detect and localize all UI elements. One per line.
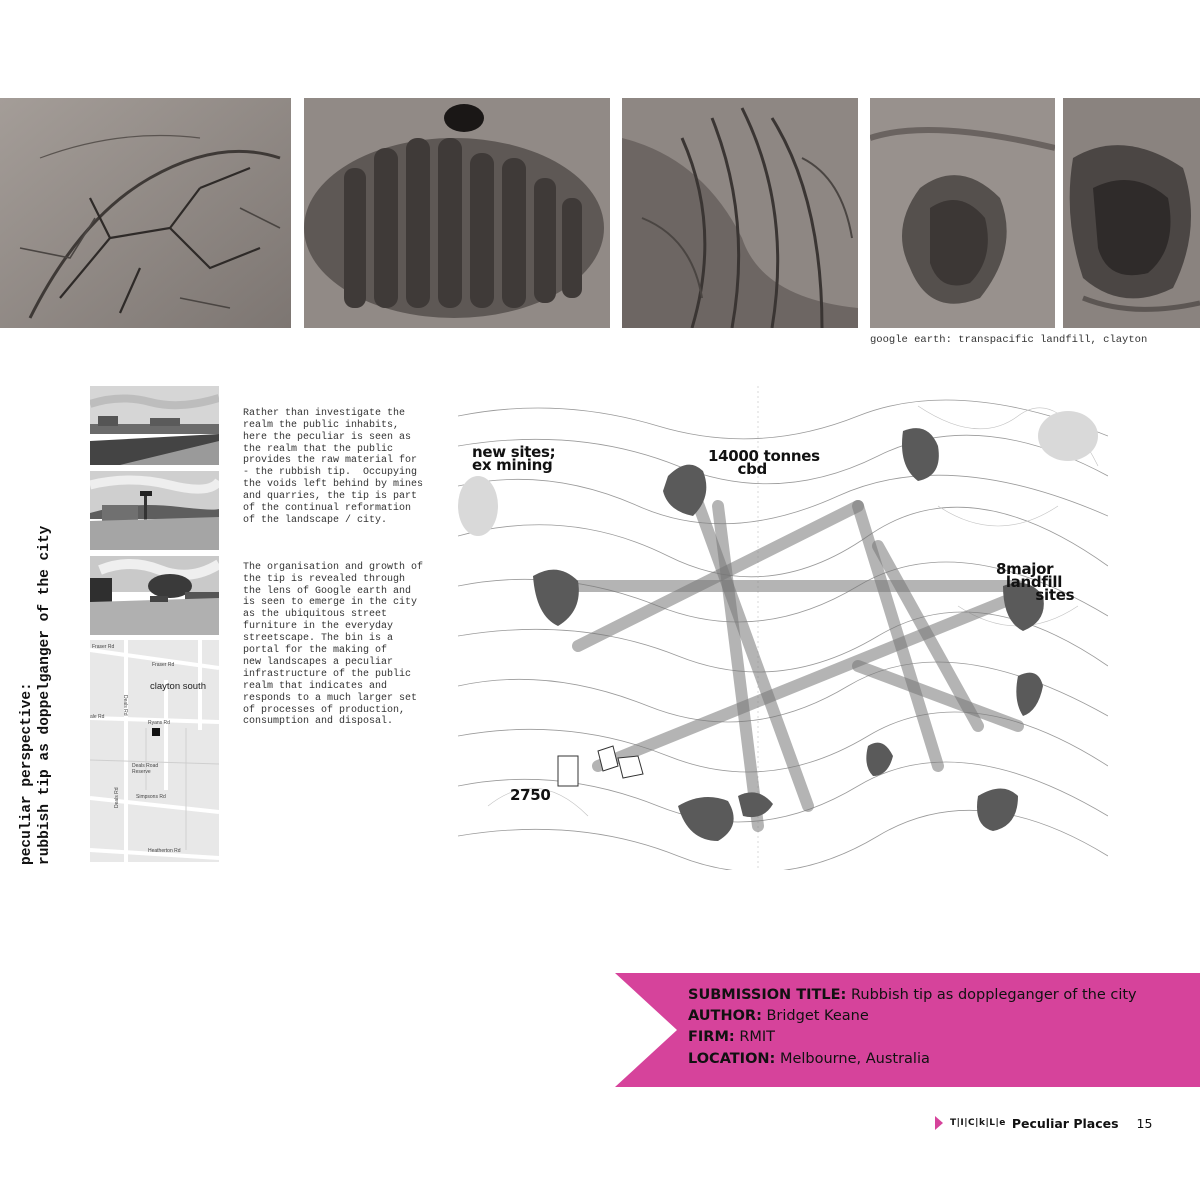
body-paragraph: Rather than investigate the realm the public inhabits, here the peculiar is seen as the realm that the public provides the raw material for - the rubbish tip. Occupying the voids left behind by mines and quarries, the tip is part of the continual reformation of the landscape / city. bbox=[243, 407, 424, 526]
street-label: Deals Rd bbox=[122, 695, 128, 716]
vertical-title bbox=[18, 445, 54, 865]
street-photo-3 bbox=[90, 556, 219, 635]
street-label: Deals Rd bbox=[114, 787, 120, 808]
triangle-marker-icon bbox=[935, 1116, 943, 1130]
body-text bbox=[243, 384, 433, 751]
credits-block bbox=[688, 985, 1137, 1070]
section-name: Peculiar Places bbox=[1011, 1115, 1119, 1131]
street-photo-1 bbox=[90, 386, 219, 465]
aerial-photo-1 bbox=[0, 98, 291, 328]
page-footer bbox=[935, 1114, 1152, 1132]
credit-location: LOCATION: Melbourne, Australia bbox=[688, 1050, 930, 1067]
map-label-bins: 2750 bbox=[510, 786, 551, 804]
street-label: Fraser Rd bbox=[92, 644, 115, 650]
street-map bbox=[90, 640, 219, 862]
street-label: Ryans Rd bbox=[148, 720, 170, 726]
vertical-title-line1: peculiar perspective: bbox=[19, 682, 35, 865]
vertical-title-line2: rubbish tip as doppelganger of the city bbox=[37, 525, 53, 865]
aerial-photo-3 bbox=[622, 98, 858, 328]
street-label: Fraser Rd bbox=[152, 662, 175, 668]
street-label: Simpsons Rd bbox=[136, 794, 166, 800]
street-label: Deals Road Reserve bbox=[132, 763, 159, 775]
credit-author: AUTHOR: Bridget Keane bbox=[688, 1008, 869, 1025]
credit-title: SUBMISSION TITLE: Rubbish tip as doppleganger of the city bbox=[688, 987, 1137, 1003]
aerial-photo-5 bbox=[1063, 98, 1200, 328]
aerial-photo-2 bbox=[304, 98, 610, 328]
aerial-photo-4 bbox=[870, 98, 1055, 328]
landfill-map-drawing bbox=[458, 386, 1108, 870]
body-paragraph: The organisation and growth of the tip is revealed through the lens of Google earth and is seen to emerge in the city as the ubiquitous street furniture in the everyday streetscape. The bin is a portal for the making of new landscapes a peculiar infrastructure of the public realm that indicates and responds to a much larger set of processes of production, consumption and disposal. bbox=[243, 561, 424, 728]
map-label-new-sites: new sites; ex mining bbox=[472, 443, 556, 474]
photo-caption: google earth: transpacific landfill, clayton bbox=[870, 334, 1148, 346]
map-label-tonnes: 14000 tonnes cbd bbox=[708, 447, 820, 478]
map-area-label: clayton south bbox=[150, 681, 206, 692]
brand-name: T|I|C|k|L|e bbox=[950, 1118, 1006, 1128]
street-label: Heatherton Rd bbox=[148, 848, 181, 854]
credit-firm: FIRM: RMIT bbox=[688, 1029, 776, 1046]
page-number: 15 bbox=[1136, 1115, 1153, 1131]
map-label-landfill-sites: 8major landfill sites bbox=[996, 560, 1075, 604]
street-photo-2 bbox=[90, 471, 219, 550]
street-label: ale Rd bbox=[90, 714, 105, 720]
